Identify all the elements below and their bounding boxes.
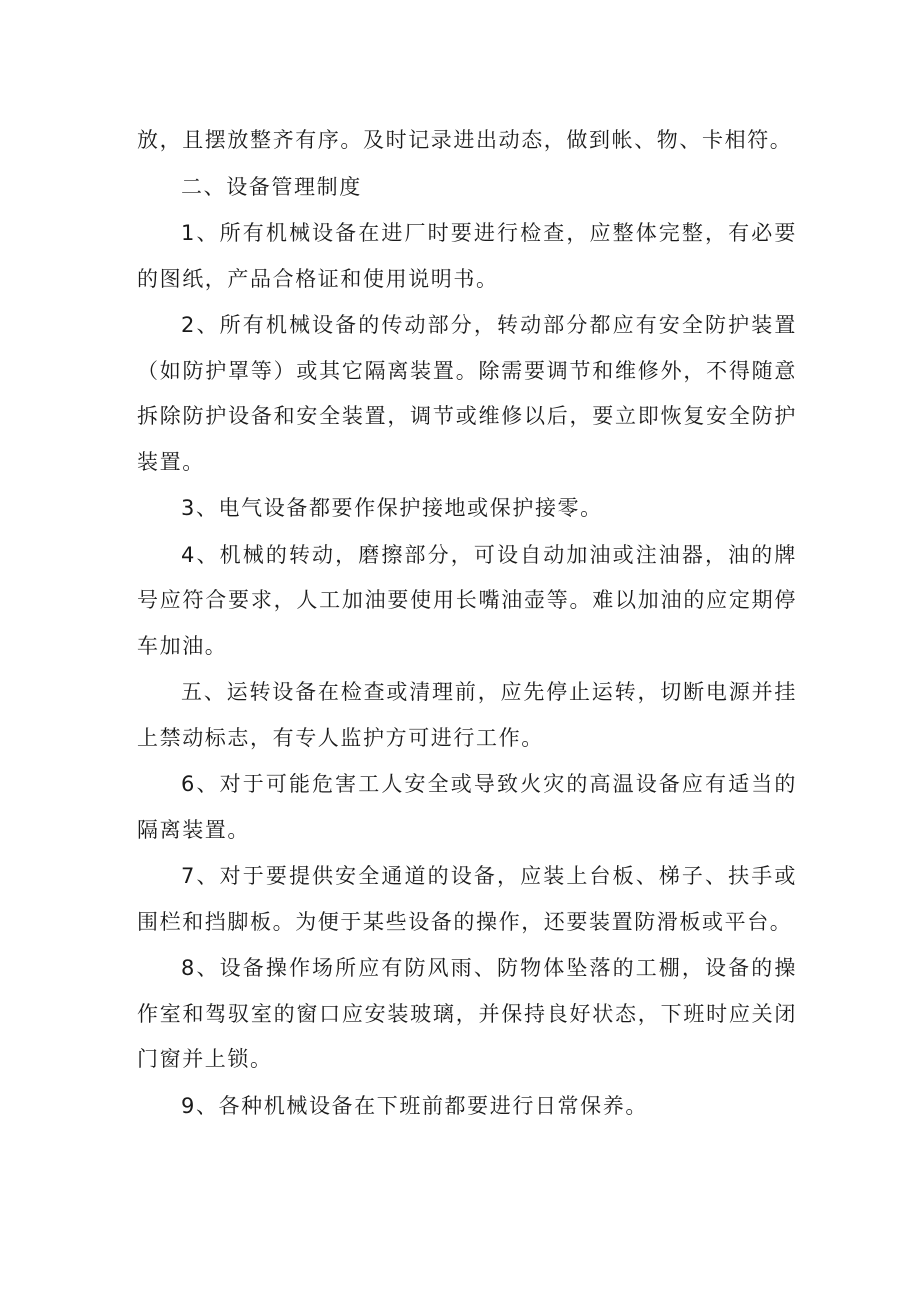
paragraph-item-3: 3、电气设备都要作保护接地或保护接零。 [181, 496, 603, 520]
paragraph-item-9: 9、各种机械设备在下班前都要进行日常保养。 [181, 1093, 648, 1118]
document-body [137, 118, 797, 1129]
paragraph-item-5: 五、运转设备在检查或清理前，应先停止运转，切断电源并挂上禁动标志，有专人监护方可进行工作。 [137, 680, 797, 750]
paragraph-continuation: 放，且摆放整齐有序。及时记录进出动态，做到帐、物、卡相符。 [137, 128, 793, 152]
paragraph-item-2: 2、所有机械设备的传动部分，转动部分都应有安全防护装置（如防护罩等）或其它隔离装置。除需要调节和维修外，不得随意拆除防护设备和安全装置，调节或维修以后，要立即恢复安全防护装置。 [137, 313, 797, 474]
paragraph-item-4: 4、机械的转动，磨擦部分，可设自动加油或注油器，油的牌号应符合要求，人工加油要使用长嘴油壶等。难以加油的应定期停车加油。 [137, 542, 797, 658]
paragraph-item-7: 7、对于要提供安全通道的设备，应装上台板、梯子、扶手或围栏和挡脚板。为便于某些设备的操作，还要装置防滑板或平台。 [137, 864, 797, 934]
paragraph-item-1: 1、所有机械设备在进厂时要进行检查，应整体完整，有必要的图纸，产品合格证和使用说明书。 [137, 221, 797, 291]
paragraph-item-6: 6、对于可能危害工人安全或导致火灾的高温设备应有适当的隔离装置。 [137, 772, 797, 842]
paragraph-item-8: 8、设备操作场所应有防风雨、防物体坠落的工棚，设备的操作室和驾驭室的窗口应安装玻璃，并保持良好状态，下班时应关闭门窗并上锁。 [137, 956, 797, 1071]
section-heading: 二、设备管理制度 [181, 174, 362, 199]
